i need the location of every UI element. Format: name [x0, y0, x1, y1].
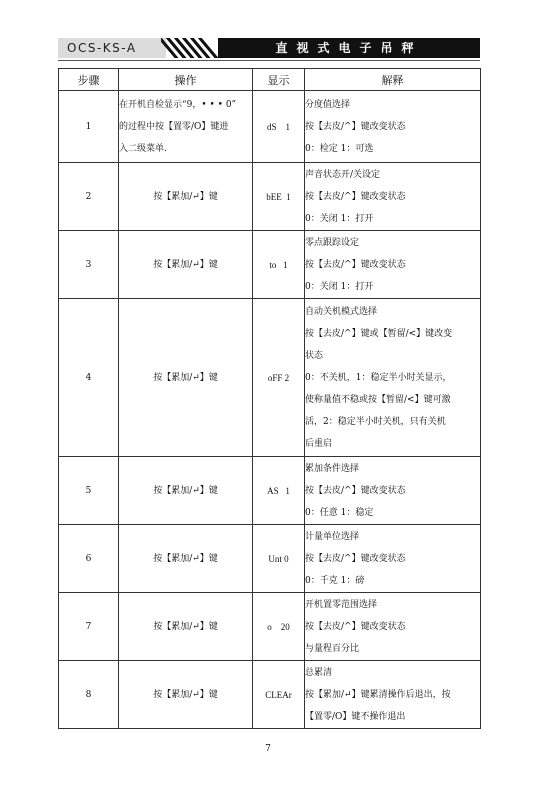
explanation-cell — [305, 593, 481, 661]
explanation-line: 按【去皮/^】键改变状态 — [305, 553, 406, 564]
header-stripes-decoration — [161, 38, 223, 58]
operation-line: 按【累加/↵】键 — [153, 553, 218, 564]
operation-cell — [119, 163, 253, 231]
explanation-line: 总累清 — [305, 667, 333, 678]
header-rule — [58, 60, 480, 61]
explanation-line: 开机置零范围选择 — [305, 599, 378, 610]
explanation-line: 按【去皮/^】键改变状态 — [305, 485, 406, 496]
step-cell: 3 — [59, 231, 119, 299]
step-cell: 6 — [59, 525, 119, 593]
explanation-line: 0：关闭 1：打开 — [305, 213, 374, 224]
operation-cell — [119, 91, 253, 163]
operation-line: 按【累加/↵】键 — [153, 191, 218, 202]
explanation-line: 0：任意 1：稳定 — [305, 507, 374, 518]
display-cell: o 20 — [253, 593, 305, 661]
step-cell: 5 — [59, 457, 119, 525]
page-header — [58, 38, 480, 58]
document-title: 直视式电子吊秤 — [218, 38, 480, 58]
table-row — [59, 661, 481, 729]
explanation-line: 计量单位选择 — [305, 531, 360, 542]
explanation-cell — [305, 163, 481, 231]
explanation-cell — [305, 457, 481, 525]
explanation-line: 按【去皮/^】键改变状态 — [305, 621, 406, 632]
display-cell: oFF 2 — [253, 299, 305, 457]
explanation-line: 后重启 — [305, 438, 333, 449]
page-number: 7 — [265, 744, 271, 754]
explanation-line: 按【去皮/^】键改变状态 — [305, 259, 406, 270]
explanation-line: 自动关机模式选择 — [305, 306, 378, 317]
table-row — [59, 231, 481, 299]
step-cell: 1 — [59, 91, 119, 163]
column-header: 显示 — [253, 69, 305, 91]
operation-line: 入二级菜单. — [119, 143, 167, 154]
operation-line: 按【累加/↵】键 — [153, 485, 218, 496]
column-header: 操作 — [119, 69, 253, 91]
table-row — [59, 457, 481, 525]
operation-line: 按【累加/↵】键 — [153, 372, 218, 383]
operation-line: 按【累加/↵】键 — [153, 689, 218, 700]
operation-cell — [119, 593, 253, 661]
explanation-line: 状态 — [305, 350, 324, 361]
explanation-line: 【置零/O】键不操作退出 — [305, 711, 406, 722]
explanation-line: 分度值选择 — [305, 99, 351, 110]
display-cell: AS 1 — [253, 457, 305, 525]
operation-cell — [119, 525, 253, 593]
table-row — [59, 299, 481, 457]
table-row — [59, 91, 481, 163]
explanation-line: 0：千克 1：磅 — [305, 575, 365, 586]
step-cell: 2 — [59, 163, 119, 231]
step-cell: 4 — [59, 299, 119, 457]
explanation-line: 按【去皮/^】键或【暂留/<】键改变 — [305, 328, 453, 339]
explanation-line: 按【累加/↵】键累清操作后退出，按 — [305, 689, 451, 700]
operation-cell — [119, 661, 253, 729]
model-label: OCS-KS-A — [58, 38, 166, 58]
explanation-line: 声音状态开/关设定 — [305, 169, 381, 180]
explanation-cell — [305, 525, 481, 593]
explanation-line: 0：检定 1：可选 — [305, 143, 374, 154]
operation-cell — [119, 457, 253, 525]
display-cell: Unt 0 — [253, 525, 305, 593]
explanation-cell — [305, 91, 481, 163]
explanation-line: 按【去皮/^】键改变状态 — [305, 191, 406, 202]
explanation-cell — [305, 231, 481, 299]
explanation-line: 活，2：稳定半小时关机，只有关机 — [305, 416, 446, 427]
explanation-cell — [305, 661, 481, 729]
operation-cell — [119, 231, 253, 299]
explanation-line: 与量程百分比 — [305, 643, 360, 654]
display-cell: to 1 — [253, 231, 305, 299]
explanation-line: 0：不关机，1：稳定半小时关显示， — [305, 372, 452, 383]
table-row — [59, 593, 481, 661]
display-cell: dS 1 — [253, 91, 305, 163]
operation-line: 在开机自检显示“9，• • • 0” — [119, 99, 237, 110]
explanation-cell — [305, 299, 481, 457]
settings-table — [58, 68, 481, 729]
column-header: 步骤 — [59, 69, 119, 91]
display-cell: bEE 1 — [253, 163, 305, 231]
table-row — [59, 525, 481, 593]
table-row — [59, 163, 481, 231]
operation-cell — [119, 299, 253, 457]
explanation-line: 累加条件选择 — [305, 463, 360, 474]
explanation-line: 零点跟踪设定 — [305, 237, 360, 248]
explanation-line: 0：关闭 1：打开 — [305, 281, 374, 292]
table-header-row — [59, 69, 481, 91]
explanation-line: 使称量值不稳或按【暂留/<】键可激 — [305, 394, 451, 405]
column-header: 解释 — [305, 69, 481, 91]
operation-line: 按【累加/↵】键 — [153, 621, 218, 632]
display-cell: CLEAr — [253, 661, 305, 729]
explanation-line: 按【去皮/^】键改变状态 — [305, 121, 406, 132]
operation-line: 按【累加/↵】键 — [153, 259, 218, 270]
step-cell: 8 — [59, 661, 119, 729]
operation-line: 的过程中按【置零/O】键进 — [119, 121, 229, 132]
step-cell: 7 — [59, 593, 119, 661]
